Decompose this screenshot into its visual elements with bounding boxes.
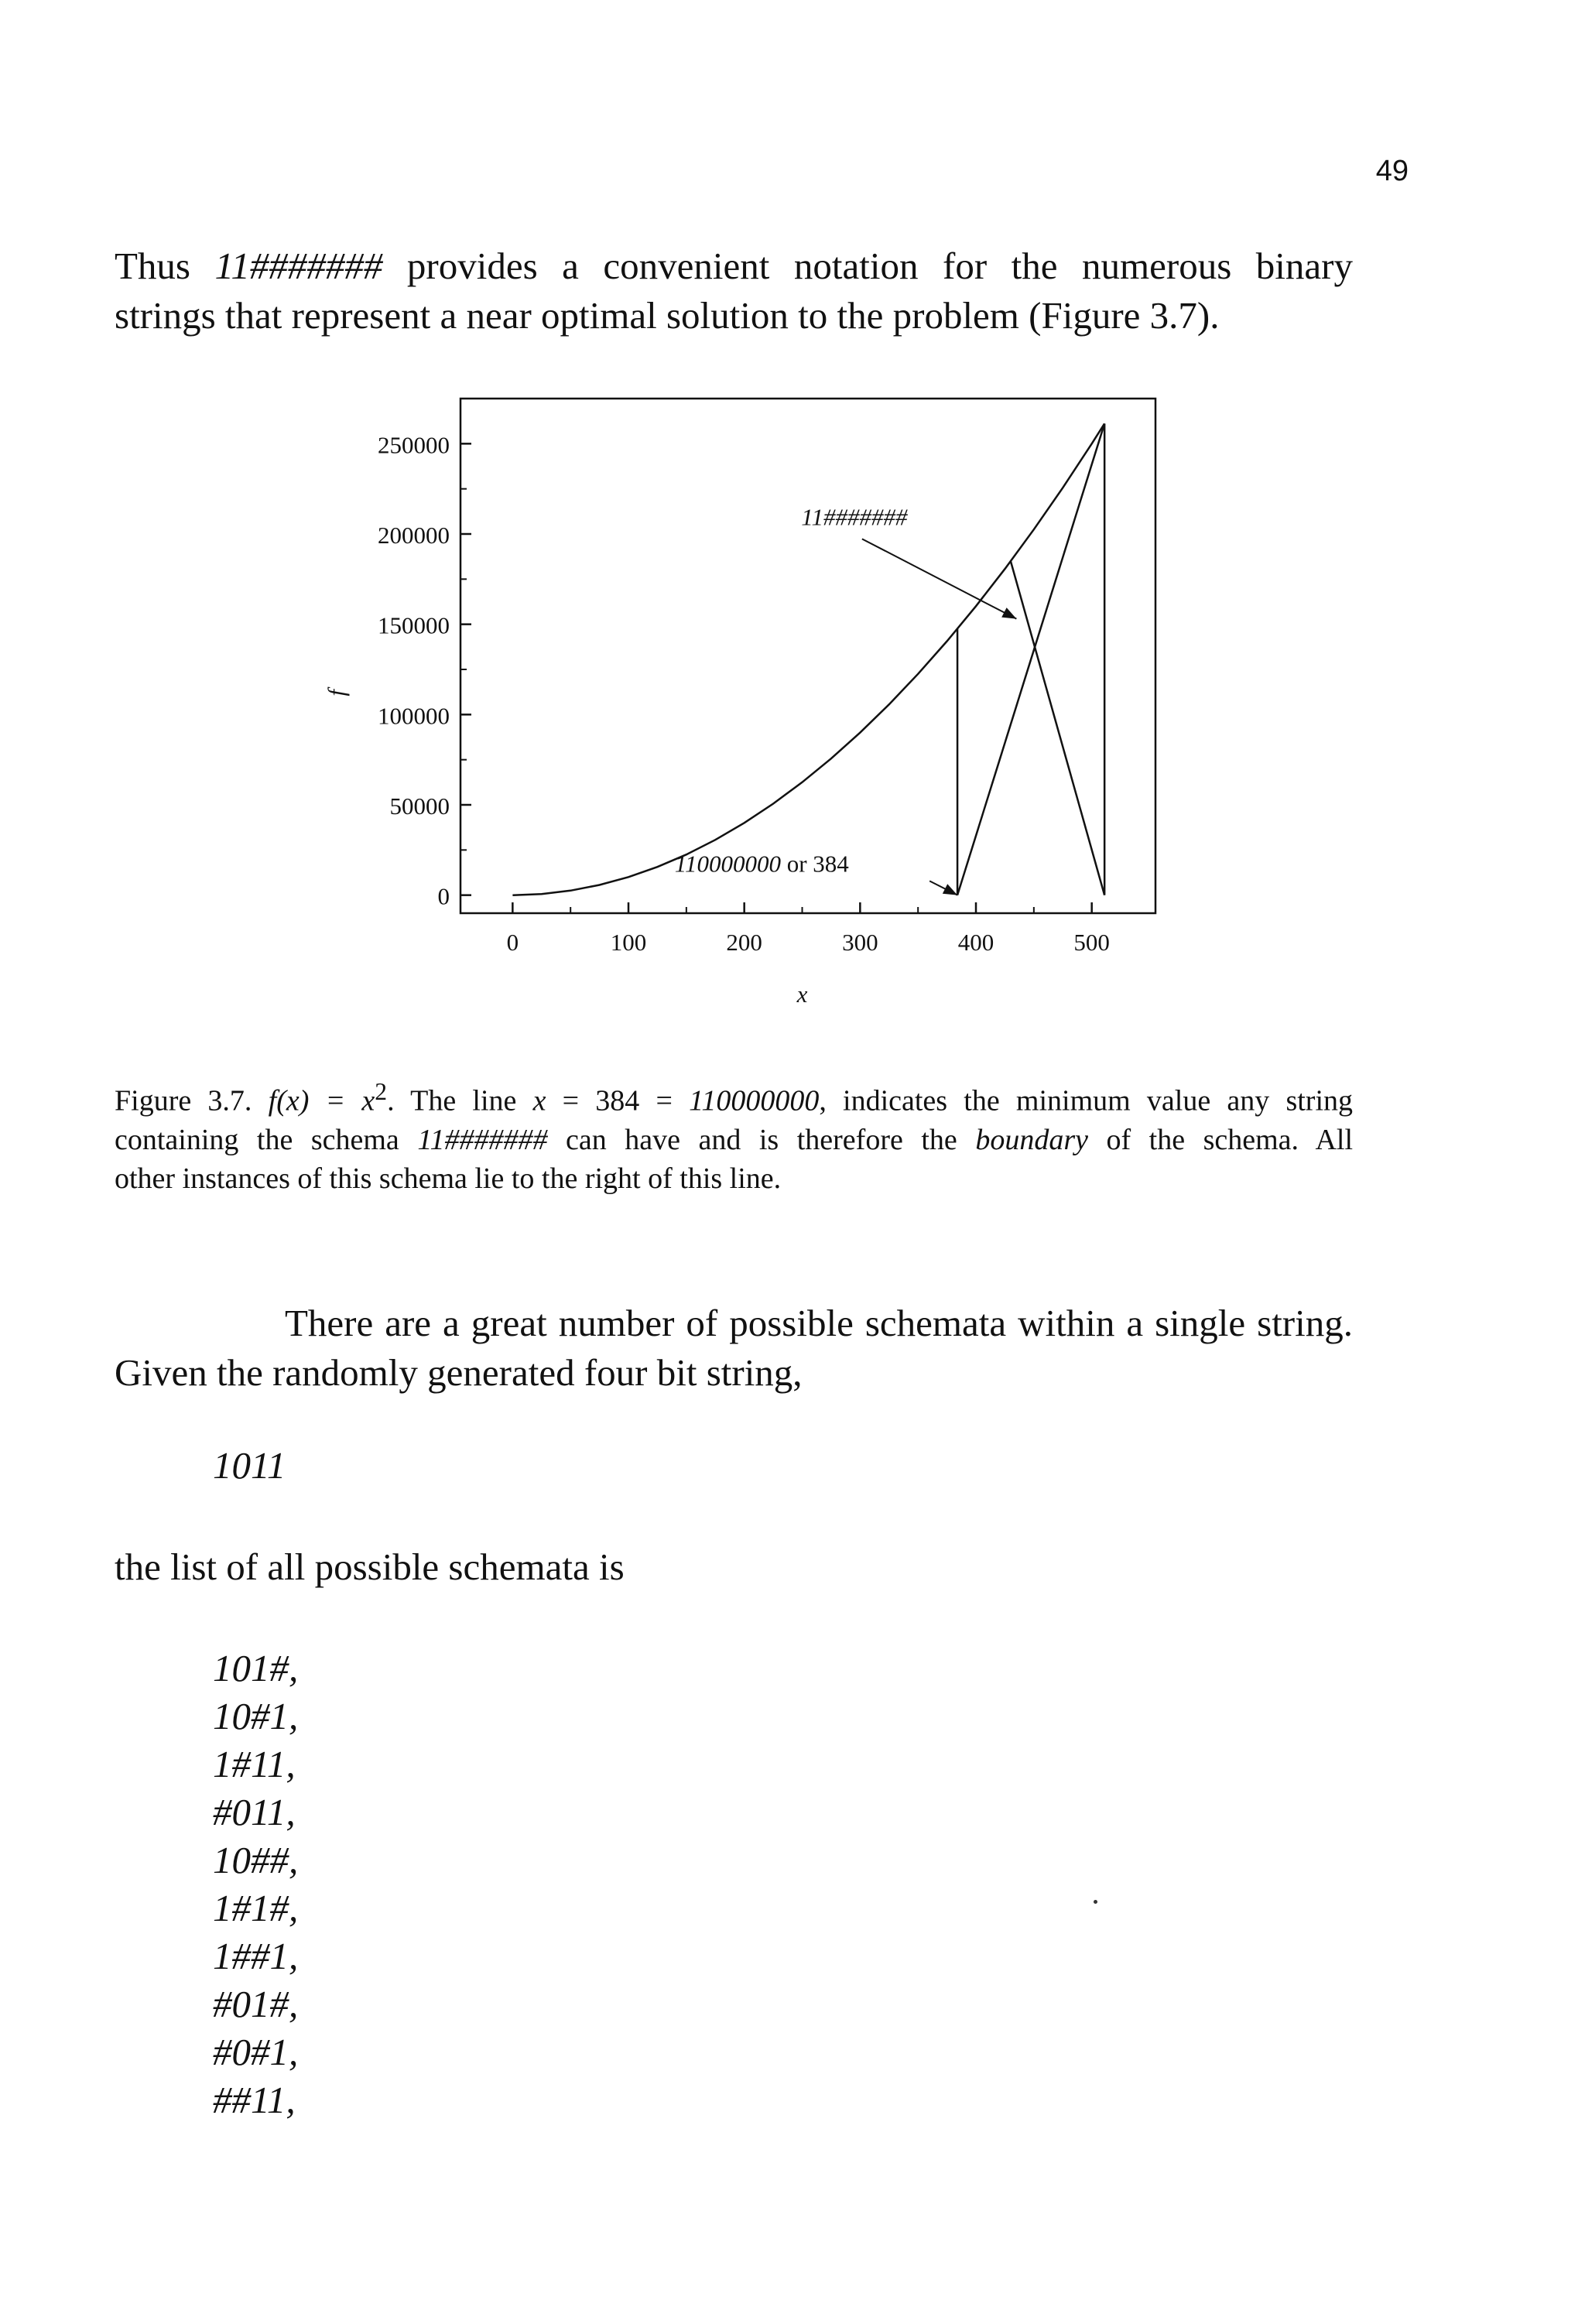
page-number: 49	[1375, 155, 1409, 187]
body-paragraph	[115, 1299, 1353, 1398]
annotation-boundary-arrow	[929, 881, 957, 895]
plot-frame	[460, 399, 1155, 913]
body-line-2: Given the randomly generated four bit string,	[115, 1351, 803, 1394]
body-line-1: There are a great number of possible schemata within a single string.	[285, 1302, 1353, 1344]
x-tick-label: 200	[726, 929, 762, 956]
x-axis-label: x	[796, 981, 808, 1008]
schema-item: #011,	[213, 1791, 296, 1833]
intro-line-1: Thus 11####### provides a convenient notation for the numerous binary	[115, 245, 1353, 287]
caption-line-2: containing the schema 11####### can have and is therefore the boundary of the schema. All	[115, 1123, 1353, 1156]
y-tick-label: 250000	[378, 431, 450, 459]
y-tick-label: 100000	[378, 702, 450, 730]
x-tick-label: 0	[506, 929, 519, 956]
schema-item: 10##,	[213, 1839, 299, 1881]
x-tick-label: 100	[610, 929, 647, 956]
x-tick-label: 400	[957, 929, 994, 956]
stray-dot	[1094, 1900, 1097, 1904]
x-tick-label: 500	[1073, 929, 1110, 956]
figure-caption	[115, 1073, 1353, 1198]
y-tick-label: 150000	[378, 611, 450, 639]
y-axis-label: f	[323, 690, 350, 697]
schema-boundary-line	[1011, 561, 1104, 895]
annotation-schema-arrow-head	[1001, 608, 1016, 618]
annotation-schema-label: 11#######	[801, 503, 908, 531]
annotation-boundary-arrow-head	[943, 884, 957, 895]
intro-schema: 11#######	[214, 245, 383, 287]
curve-f-x-squared	[512, 423, 1104, 895]
schema-boundary-line	[957, 423, 1104, 895]
schemata-list-lead: the list of all possible schemata is	[115, 1545, 625, 1588]
schema-item: 1##1,	[213, 1935, 299, 1977]
intro-paragraph	[115, 241, 1353, 341]
schema-item: 1#11,	[213, 1743, 296, 1785]
schema-item: 1#1#,	[213, 1887, 299, 1929]
caption-line-1: Figure 3.7. $f(x) = x^2$. The line x = 384 = 110000000, indicates the minimum value any string	[115, 1078, 1354, 1118]
y-tick-label: 50000	[389, 792, 450, 820]
schema-item: #0#1,	[213, 2031, 299, 2073]
annotation-boundary-label: 110000000 or 384	[674, 850, 849, 878]
annotation-schema-arrow	[862, 539, 1017, 618]
y-tick-label: 200000	[378, 522, 450, 549]
schema-item: ##11,	[213, 2079, 296, 2121]
caption-line-3: other instances of this schema lie to the right of this line.	[115, 1162, 782, 1195]
schemata-list	[213, 1645, 298, 2124]
intro-line-2: strings that represent a near optimal solution to the problem (Figure 3.7).	[115, 294, 1220, 337]
schema-item: 101#,	[213, 1647, 299, 1689]
example-string: 1011	[213, 1444, 286, 1487]
schema-item: 10#1,	[213, 1695, 299, 1737]
schema-item: #01#,	[213, 1983, 299, 2025]
y-tick-label: 0	[437, 882, 450, 910]
x-tick-label: 300	[842, 929, 878, 956]
